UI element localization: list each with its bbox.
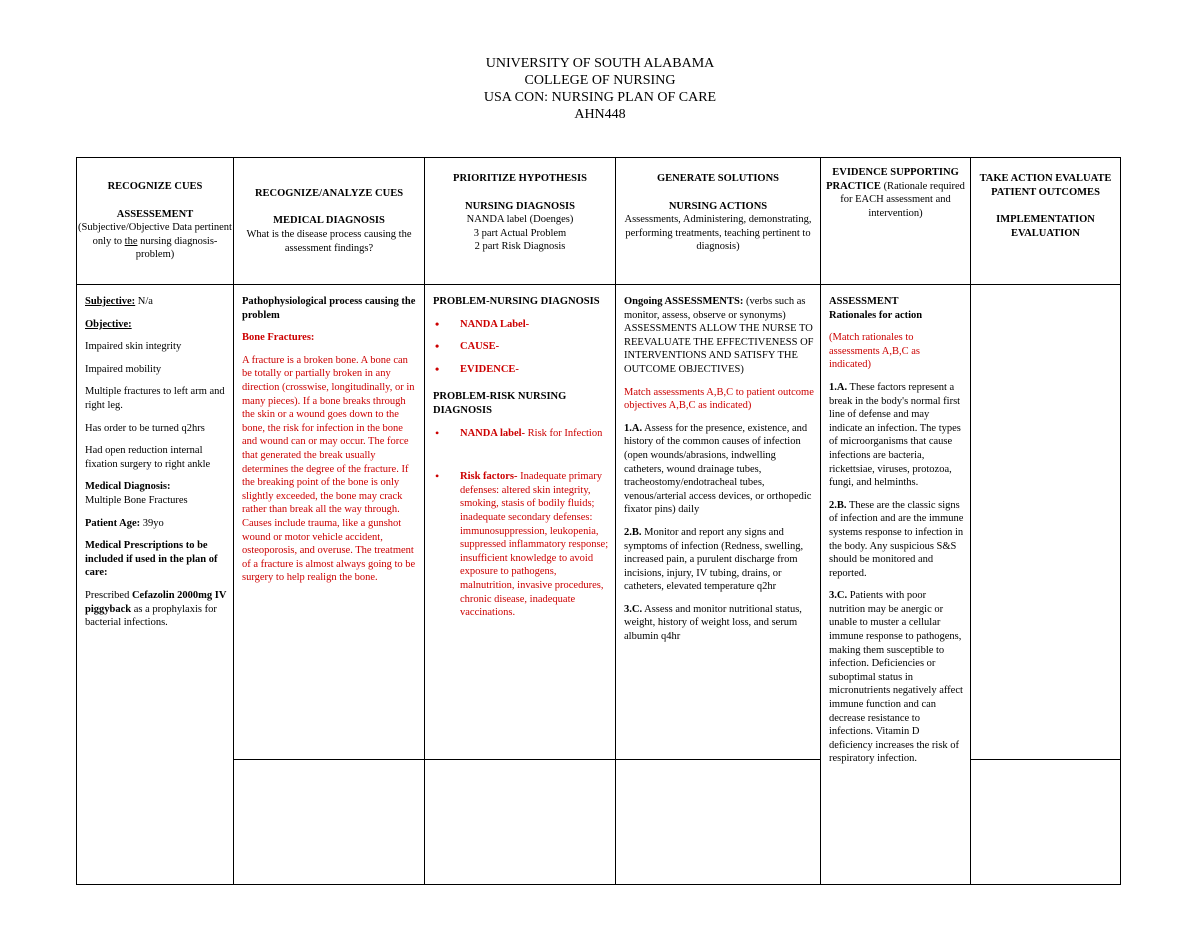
- action-item-text: Assess and monitor nutritional status, weight, history of weight loss, and serum albumin q4hr: [624, 603, 802, 643]
- subjective-line: [85, 295, 227, 309]
- prescription-text: [85, 589, 227, 630]
- rationale-item: [829, 381, 964, 490]
- university-name: UNIVERSITY OF SOUTH ALABAMA: [485, 56, 715, 71]
- finding-item: Impaired mobility: [85, 363, 162, 375]
- empty-cell: [971, 760, 1121, 885]
- college-name: COLLEGE OF NURSING: [524, 73, 676, 88]
- finding-item: Had open reduction internal fixation surgery to right ankle: [85, 445, 211, 470]
- rationale-item-label: 2.B.: [829, 499, 847, 511]
- description-text: nursing diagnosis-problem): [135, 235, 218, 261]
- finding-item: Multiple fractures to left arm and right leg.: [85, 386, 225, 411]
- finding-item: Impaired skin integrity: [85, 341, 182, 353]
- action-item-text: Assess for the presence, existence, and history of the common causes of infection (open wounds/abrasions, indwelling catheters, wound drainage tubes, tracheostomy/endotracheal tubes, venous/arterial access devices, or orthopedic fixator pins) daily: [624, 422, 812, 516]
- prescription-drug: Cefazolin 2000mg IV piggyback: [85, 589, 227, 615]
- risk-diagnosis-list: [433, 427, 609, 620]
- document-title: USA CON: NURSING PLAN OF CARE: [483, 90, 717, 105]
- patient-age-line: [85, 517, 227, 531]
- ongoing-assessments-caps: ASSESSMENTS ALLOW THE NURSE TO REEVALUATE THE EFFECTIVENESS OF INTERVENTIONS AND SATISFY THE OUTCOME OBJECTIVES): [624, 323, 814, 375]
- cell-outcomes: [971, 285, 1121, 760]
- rationale-item-label: 1.A.: [829, 381, 848, 393]
- rationale-item-text: These are the classic signs of infection and are the immune systems response to infection in the body. Any suspicious S&S should be monitored and reported.: [829, 499, 964, 579]
- risk-nanda-item: [433, 427, 609, 441]
- medical-diagnosis-value: Multiple Bone Fractures: [85, 494, 188, 506]
- problem-diagnosis-heading: PROBLEM-NURSING DIAGNOSIS: [433, 296, 600, 307]
- description-text: (Subjective/Objective Data pertinent only to: [78, 222, 232, 247]
- action-item-text: Monitor and report any signs and symptoms of infection (Redness, swelling, increased pain, a purulent discharge from incisions, injury, IV tubing, drains, or catheters, elevated temperature q2hr: [624, 526, 804, 593]
- description-text: (Rationale required for EACH assessment and intervention): [840, 180, 965, 219]
- action-item: [624, 603, 814, 644]
- cell-nursing-diagnosis: [425, 285, 616, 760]
- column-title: GENERATE SOLUTIONS: [656, 173, 780, 184]
- column-header-nursing-diagnosis: [425, 158, 616, 285]
- risk-nanda-value: Risk for Infection: [525, 427, 603, 439]
- patient-age-label: Patient Age:: [85, 517, 141, 529]
- medical-diagnosis-label: Medical Diagnosis:: [85, 481, 171, 493]
- match-note: Match assessments A,B,C to patient outcome objectives A,B,C as indicated): [624, 386, 814, 412]
- course-code: AHN448: [574, 107, 626, 122]
- cause-item: • CAUSE-: [433, 340, 609, 354]
- ongoing-assessments-note: (verbs such as monitor, assess, observe or synonyms): [624, 296, 806, 321]
- risk-diagnosis-heading: PROBLEM-RISK NURSING DIAGNOSIS: [433, 391, 567, 416]
- rationales-subheading: Rationales for action: [829, 309, 923, 321]
- bone-fractures-heading: Bone Fractures:: [242, 332, 315, 344]
- rationale-item: [829, 589, 964, 766]
- nursing-plan-table: [76, 157, 1121, 885]
- action-item-label: 2.B.: [624, 526, 642, 538]
- column-subtitle: ASSESSEMENT: [116, 208, 194, 220]
- column-subtitle: NURSING DIAGNOSIS: [465, 200, 575, 212]
- risk-nanda-label: NANDA label-: [460, 427, 526, 439]
- column-description: 2 part Risk Diagnosis: [474, 241, 566, 253]
- document-title-block: [0, 55, 1200, 123]
- action-item-label: 3.C.: [624, 603, 643, 615]
- subjective-value: N/a: [135, 296, 153, 307]
- column-title: EVIDENCE SUPPORTING PRACTICE: [826, 167, 959, 192]
- rationales-note: (Match rationales to assessments A,B,C as indicated): [829, 332, 921, 371]
- column-description: 3 part Actual Problem: [473, 227, 567, 239]
- rationales-heading: ASSESSMENT: [829, 296, 899, 307]
- column-title: TAKE ACTION EVALUATE PATIENT OUTCOMES: [979, 173, 1112, 198]
- problem-diagnosis-list: [433, 318, 609, 377]
- pathophysiology-text: A fracture is a broken bone. A bone can be totally or partially broken in any direction (crosswise, longitudinally, or in many pieces). If a bone breaks through the skin or a wound goes down to the bone, the risk for infection in the bone and wound can or may occur. The force that generated the break usually determines the degree of the fracture. If the breaking point of the bone is only slightly exceeded, the bone may crack rather than break all the way through. Causes include trauma, like a gunshot wound or motor vehicle accident, osteoporosis, and overuse. The treatment of a fracture is almost always going to be surgery to help realign the bone.: [242, 354, 416, 584]
- empty-cell: [425, 760, 616, 885]
- prescription-suffix: as a prophylaxis for bacterial infections.: [85, 603, 217, 629]
- table-content-row: [77, 285, 1121, 760]
- column-description: [821, 166, 970, 220]
- objective-label: Objective:: [85, 318, 132, 330]
- cell-pathophysiology: [234, 285, 425, 760]
- evidence-item: • EVIDENCE-: [433, 363, 609, 377]
- column-description: What is the disease process causing the assessment findings?: [246, 229, 412, 254]
- nanda-label-item: • NANDA Label-: [433, 318, 609, 332]
- risk-factors-label: Risk factors-: [460, 471, 518, 483]
- ongoing-assessments-label: Ongoing ASSESSMENTS:: [624, 296, 744, 307]
- column-description: Assessments, Administering, demonstrating, performing treatments, teaching pertinent to diagnosis): [624, 214, 812, 253]
- description-underlined: the: [124, 235, 138, 247]
- ongoing-assessments-text: [624, 295, 814, 377]
- column-header-recognize-cues: [77, 158, 234, 285]
- finding-item: Has order to be turned q2hrs: [85, 422, 205, 434]
- pathophysiology-heading: Pathophysiological process causing the problem: [242, 296, 416, 321]
- rationale-item: [829, 499, 964, 581]
- empty-cell: [616, 760, 821, 885]
- risk-factors-value: Inadequate primary defenses: altered skin integrity, smoking, stasis of bodily fluids; inadequate secondary defenses: immunosuppression, leukopenia, suppressed inflammatory response; insufficient knowledge to avoid exposure to pathogens, malnutrition, invasive procedures, chronic disease, inadequate vaccinations.: [460, 471, 609, 619]
- column-subtitle: MEDICAL DIAGNOSIS: [273, 215, 385, 227]
- empty-cell: [234, 760, 425, 885]
- column-header-medical-diagnosis: [234, 158, 425, 285]
- column-description: [77, 221, 233, 262]
- column-header-outcomes: [971, 158, 1121, 285]
- rationale-item-label: 3.C.: [829, 590, 848, 602]
- patient-age-value: 39yo: [140, 517, 164, 529]
- cell-assessment: [77, 285, 234, 885]
- column-description: NANDA label (Doenges): [466, 214, 574, 226]
- action-item-label: 1.A.: [624, 422, 643, 434]
- risk-factors-item: [433, 470, 609, 620]
- prescriptions-label: Medical Prescriptions to be included if used in the plan of care:: [85, 540, 218, 579]
- prescription-prefix: Prescribed: [85, 589, 132, 601]
- rationale-item-text: Patients with poor nutrition may be anergic or unable to muster a cellular immune response to pathogens, making them susceptible to infection. Deficiencies or suboptimal status in micronutrients negatively affect immune function and can decrease resistance to infections. Vitamin D deficiency increases the risk of respiratory infection.: [829, 590, 963, 765]
- column-subtitle: IMPLEMENTATION EVALUATION: [996, 214, 1095, 239]
- rationale-item-text: These factors represent a break in the body's normal first line of defense and may indicate an infection. The types of microorganisms that cause infections are bacteria, rickettsiae, viruses, protozoa, fungi, and helminths.: [829, 381, 961, 489]
- column-title: RECOGNIZE/ANALYZE CUES: [254, 187, 404, 199]
- subjective-label: Subjective:: [85, 296, 136, 307]
- column-title: PRIORITIZE HYPOTHESIS: [453, 173, 587, 184]
- column-subtitle: NURSING ACTIONS: [668, 200, 768, 212]
- cell-nursing-actions: [616, 285, 821, 760]
- column-header-nursing-actions: [616, 158, 821, 285]
- cell-rationales: [821, 285, 971, 885]
- column-header-evidence: [821, 158, 971, 285]
- action-item: [624, 422, 814, 517]
- action-item: [624, 526, 814, 594]
- column-title: RECOGNIZE CUES: [107, 181, 203, 193]
- table-header-row: [77, 158, 1121, 285]
